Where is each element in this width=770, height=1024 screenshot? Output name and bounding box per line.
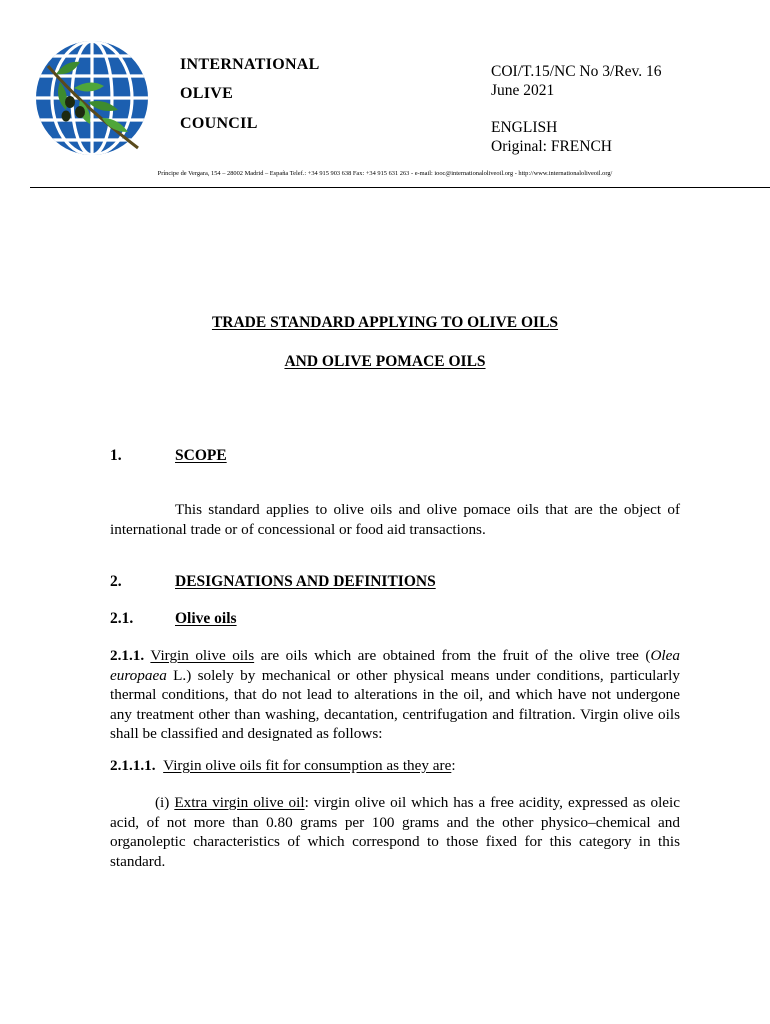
section-2-1-1-number: 2.1.1. bbox=[110, 647, 145, 664]
section-1-paragraph: This standard applies to olive oils and olive pomace oils that are the object of international trade or of concessional or food aid transactions. bbox=[110, 501, 680, 538]
section-1-number: 1. bbox=[110, 447, 122, 464]
section-2-1-number: 2.1. bbox=[110, 610, 134, 627]
section-2-heading: DESIGNATIONS AND DEFINITIONS bbox=[175, 573, 436, 590]
doc-date: June 2021 bbox=[491, 82, 555, 99]
document-title-line2: AND OLIVE POMACE OILS bbox=[284, 353, 486, 370]
section-2-1-1-1-heading: Virgin olive oils fit for consumption as they are bbox=[163, 757, 452, 774]
doc-original-language: Original: FRENCH bbox=[491, 138, 612, 155]
section-2-1-1-1-paragraph: 2.1.1.1. Virgin olive oils fit for consumption as they are: bbox=[110, 757, 456, 774]
extra-virgin-olive-oil-term: Extra virgin olive oil bbox=[174, 794, 305, 811]
virgin-olive-oils-term: Virgin olive oils bbox=[150, 647, 255, 664]
section-2-number: 2. bbox=[110, 573, 122, 590]
org-name-line3: COUNCIL bbox=[180, 115, 258, 132]
section-2-1-1-paragraph: 2.1.1. Virgin olive oils are oils which are obtained from the fruit of the olive tree (Olea europaea L.) solely by mechanical or other physical means under conditions, particularly thermal conditions, that do not lead to alterations in the oil, and which have not undergone any treatment other than washing, decantation, centrifugation and filtration. Virgin olive oils shall be classified and designated as follows: bbox=[110, 647, 680, 743]
item-i-paragraph: (i) Extra virgin olive oil: virgin olive oil which has a free acidity, expressed as oleic acid, of not more than 0.80 grams per 100 grams and the other physico–chemical and organoleptic characteristics of which correspond to those fixed for this category in this standard. bbox=[110, 794, 680, 870]
address-line: Príncipe de Vergara, 154 – 28002 Madrid – España Telef.: +34 915 903 638 Fax: +34 915 631 263 - e-mail: iooc@internationaloliveoil.org - http://www.internationaloliveoil.org/ bbox=[157, 170, 613, 177]
section-2-1-1-1-number: 2.1.1.1. bbox=[110, 757, 156, 774]
header-divider bbox=[30, 187, 770, 188]
ioc-logo bbox=[30, 36, 150, 158]
section-1-heading: SCOPE bbox=[175, 447, 227, 464]
org-name-line2: OLIVE bbox=[180, 85, 234, 102]
doc-language: ENGLISH bbox=[491, 119, 558, 136]
org-name-line1: INTERNATIONAL bbox=[180, 56, 320, 73]
section-2-1-heading: Olive oils bbox=[175, 610, 237, 627]
doc-reference: COI/T.15/NC No 3/Rev. 16 bbox=[491, 63, 662, 80]
document-title-line1: TRADE STANDARD APPLYING TO OLIVE OILS bbox=[211, 314, 559, 331]
species-name: Olea europaea bbox=[110, 647, 680, 684]
